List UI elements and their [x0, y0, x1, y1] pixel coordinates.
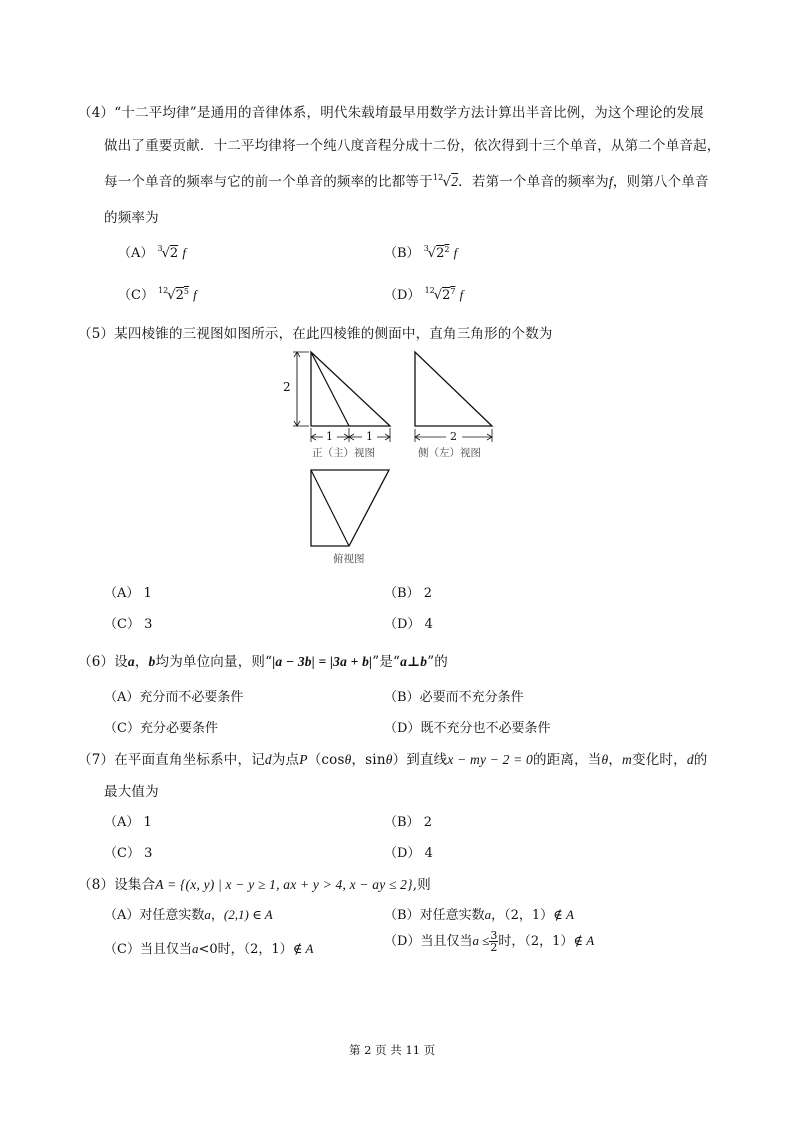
q4-ratio-root: $^{12}$√2	[432, 173, 459, 190]
q8-d-fraction: $\frac{3}{2}$	[490, 929, 498, 954]
front-dim-left-label: 1	[326, 430, 333, 443]
q7-option-c[interactable]: （C） 3	[104, 846, 153, 861]
q5-option-d[interactable]: （D） 4	[384, 617, 433, 632]
q6-stem: （6）设a，b均为单位向量，则“|a − 3b| = |3a + b|”是“a⊥b”的	[78, 654, 448, 670]
q7-option-a[interactable]: （A） 1	[104, 815, 152, 830]
q8-stem: （8）设集合A = {(x, y) | x − y ≥ 1, ax + y > 4, x − ay ≤ 2},则	[78, 877, 431, 893]
top-view-outline	[311, 470, 389, 546]
q4-line4: 的频率为	[104, 210, 159, 226]
top-view-label: 俯视图	[333, 553, 365, 565]
top-view-inner-edge	[311, 470, 349, 546]
q6-option-d[interactable]: （D）既不充分也不必要条件	[384, 721, 551, 736]
q5-option-b[interactable]: （B） 2	[384, 586, 432, 601]
q8-option-c[interactable]: （C）当且仅当a<0时，（2，1）∉ A	[104, 941, 314, 957]
q4-line2: 做出了重要贡献．十二平均律将一个纯八度音程分成十二份，依次得到十三个单音，从第二个单音起，	[104, 138, 721, 154]
q4-option-c[interactable]: （C） $^{12}√2^5$ f	[118, 286, 197, 303]
q5-option-a[interactable]: （A） 1	[104, 586, 152, 601]
side-dim-label: 2	[450, 430, 457, 443]
front-view-label: 正（主）视图	[312, 447, 375, 459]
q6-option-a[interactable]: （A）充分而不必要条件	[104, 690, 244, 705]
q4-line3-text-c: ，则第八个单音	[612, 174, 709, 190]
q4-option-a[interactable]: （A） $^3$√2 f	[118, 244, 186, 261]
q5-stem: （5）某四棱锥的三视图如图所示，在此四棱锥的侧面中，直角三角形的个数为	[78, 326, 553, 342]
side-view-outline	[415, 352, 492, 426]
q8-option-b[interactable]: （B）对任意实数a，（2，1）∉ A	[384, 907, 574, 923]
q6-option-c[interactable]: （C）充分必要条件	[104, 721, 218, 736]
q7-stem-line1: （7）在平面直角坐标系中，记d为点P（cosθ，sinθ）到直线x − my − 2 = 0的距离，当θ，m变化时，d的	[78, 752, 708, 768]
front-dim-right-label: 1	[366, 430, 373, 443]
q4-line3-text-a: 每一个单音的频率与它的前一个单音的频率的比都等于	[104, 174, 433, 190]
q4-option-b[interactable]: （B） $^3√2^2$ f	[384, 244, 458, 261]
front-view-outline	[311, 352, 390, 426]
q4-f: f	[608, 174, 613, 189]
q7-option-b[interactable]: （B） 2	[384, 815, 432, 830]
q4-line1: （4）“十二平均律”是通用的音律体系，明代朱载堉最早用数学方法计算出半音比例，为这个理论的发展	[78, 105, 704, 121]
q8-option-d[interactable]: （D）当且仅当a ≤ $\frac{3}{2}$ 时，（2，1）∉ A	[384, 929, 595, 954]
front-height-label: 2	[283, 380, 291, 394]
q8-option-a[interactable]: （A）对任意实数a，(2,1) ∈ A	[104, 907, 273, 923]
q6-option-b[interactable]: （B）必要而不充分条件	[384, 690, 524, 705]
q5-option-c[interactable]: （C） 3	[104, 617, 153, 632]
q7-option-d[interactable]: （D） 4	[384, 846, 433, 861]
q7-stem-line2: 最大值为	[104, 784, 159, 800]
q4-option-d[interactable]: （D） $^{12}√2^7$ f	[384, 286, 464, 303]
front-view-inner-edge	[311, 352, 349, 426]
q4-line3-text-b: ．若第一个单音的频率为	[458, 174, 609, 190]
page-footer: 第 2 页 共 11 页	[349, 1043, 436, 1057]
side-view-label: 侧（左）视图	[418, 447, 481, 459]
